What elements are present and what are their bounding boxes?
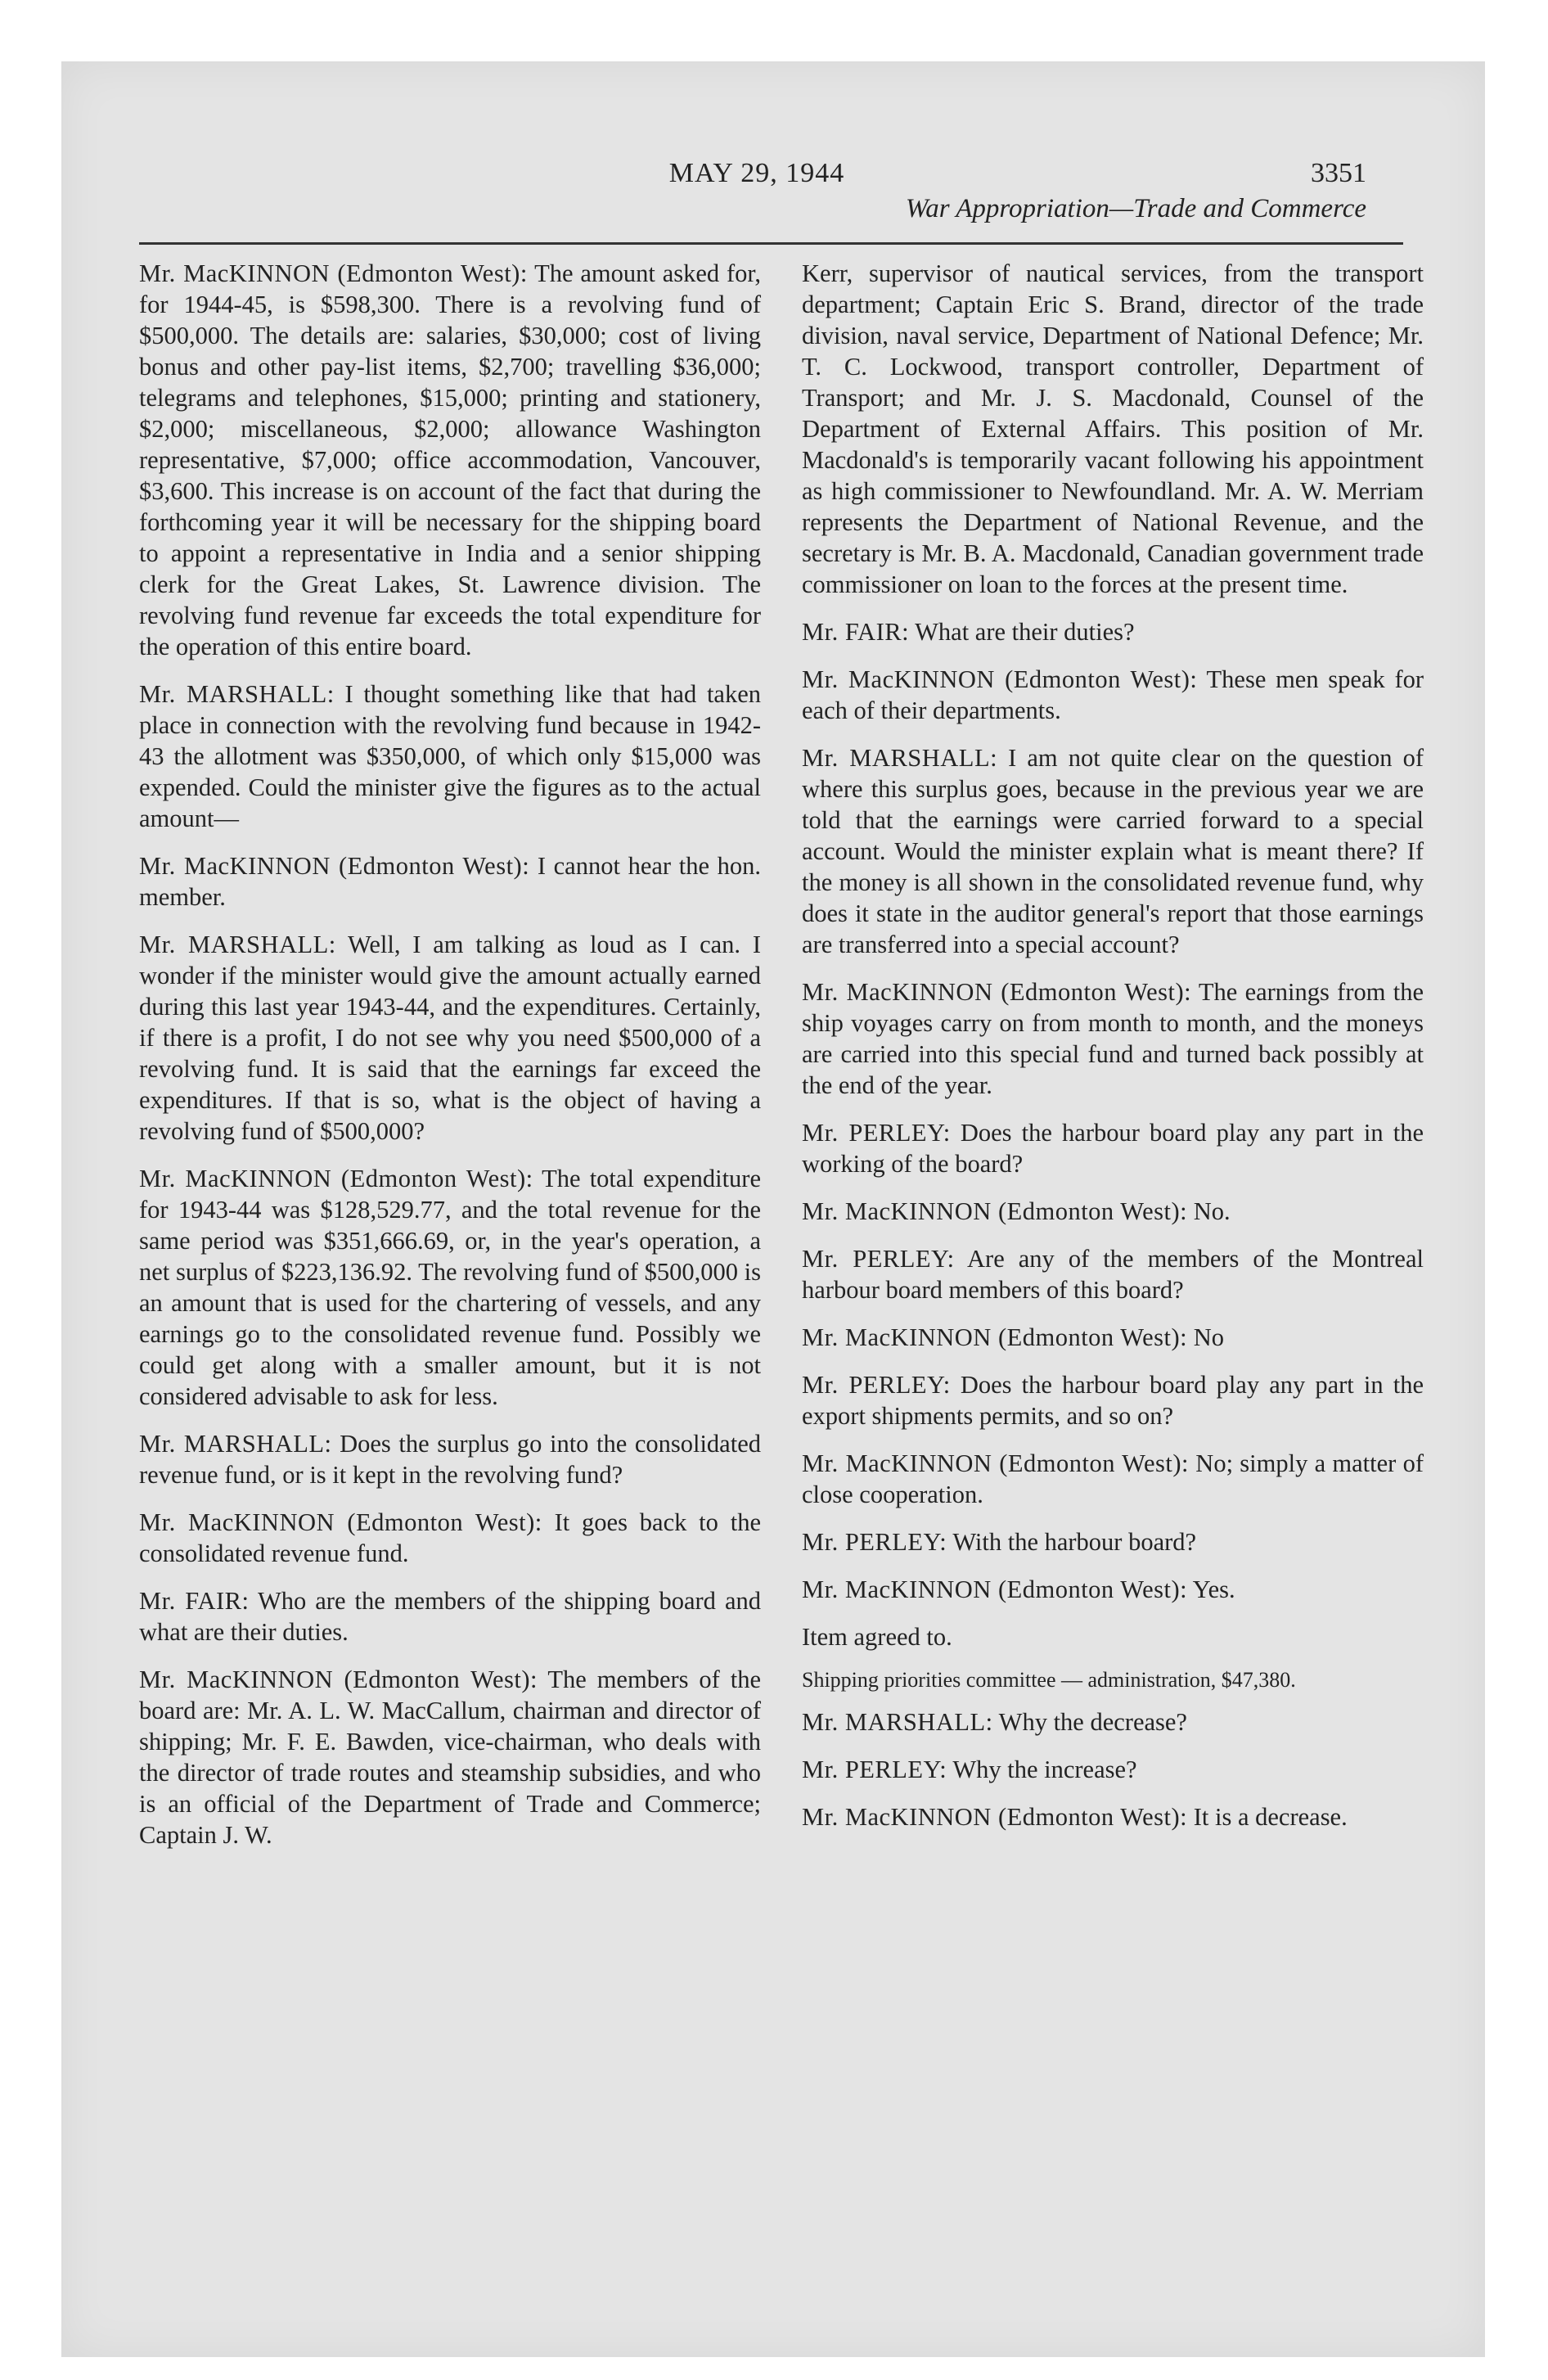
speaker-name: Mr. PERLEY: [802,1119,951,1147]
speech-text: Why the increase? [952,1756,1137,1783]
paragraph [139,1585,761,1648]
paragraph [802,664,1424,726]
speech-text: Why the decrease? [998,1708,1187,1736]
speaker-name: Mr. FAIR: [802,618,910,646]
speech-text: What are their duties? [915,618,1135,646]
speech-text: The total expenditure for 1943-44 was $128,529.77, and the total revenue for the same period was $351,666.69, or, in the year's operation, a net surplus of $223,136.92. The revolving fund of $500,000 is an amount that is used for the chartering of vessels, and any earnings go to the consolidated revenue fund. Possibly we could get along with a smaller amount, but it is not considered advisable to ask for less. [139,1165,761,1410]
left-column [139,258,761,1867]
speaker-name: Mr. MacKINNON (Edmonton West): [802,1575,1188,1603]
paragraph [802,616,1424,647]
speaker-name: Mr. MacKINNON (Edmonton West): [802,1803,1188,1831]
speaker-name: Mr. MacKINNON (Edmonton West): [139,1508,542,1536]
paragraph [139,850,761,913]
speech-text: No. [1193,1197,1231,1225]
speech-text: Well, I am talking as loud as I can. I wonder if the minister would give the amount actually earned during this last year 1943-44, and the expenditures. Certainly, if there is a profit, I do not see why you need $500,000 of a revolving fund. It is said that the earnings far exceed the expenditures. If that is so, what is the object of having a revolving fund of $500,000? [139,931,761,1145]
speaker-name: Mr. MacKINNON (Edmonton West): [139,852,530,880]
speech-text: I cannot hear the hon. member. [139,852,762,911]
paragraph [139,929,761,1147]
speech-text: Kerr, supervisor of nautical services, from the transport department; Captain Eric S. Brand, director of the trade division, naval service, Department of National Defence; Mr. T. C. Lockwood, transport controller, Department of Transport; and Mr. J. S. Macdonald, Counsel of the Department of External Affairs. This position of Mr. Macdonald's is temporarily vacant following his appointment as high commissioner to Newfoundland. Mr. A. W. Merriam represents the Department of National Revenue, and the secretary is Mr. B. A. Macdonald, Canadian government trade commissioner on loan to the forces at the present time. [802,259,1424,598]
paragraph [802,1448,1424,1510]
speaker-name: Mr. FAIR: [139,1587,250,1615]
speaker-name: Mr. MacKINNON (Edmonton West): [139,1666,538,1693]
speaker-name: Mr. MARSHALL: [139,1430,332,1458]
paragraph [802,976,1424,1101]
paragraph [802,1621,1424,1652]
speaker-name: Mr. MARSHALL: [139,680,335,708]
header-rule [139,242,1403,245]
speech-text: Yes. [1192,1575,1235,1603]
page-number: 3351 [1311,158,1366,188]
speaker-name: Mr. MARSHALL: [802,744,998,772]
right-column [802,258,1424,1849]
speaker-name: Mr. PERLEY: [802,1528,947,1556]
speech-text: With the harbour board? [952,1528,1197,1556]
paragraph [139,1507,761,1569]
paragraph [139,1428,761,1490]
speech-text: Who are the members of the shipping board and what are their duties. [139,1587,761,1646]
speech-text: I thought something like that had taken place in connection with the revolving fund because in 1942-43 the allotment was $350,000, of which only $15,000 was expended. Could the minister give the figures as to the actual amount— [139,680,761,832]
paragraph [802,1706,1424,1738]
speaker-name: Mr. MacKINNON (Edmonton West): [139,1165,533,1192]
paragraph [802,1196,1424,1227]
speech-text: These men speak for each of their departments. [802,665,1424,724]
paragraph [802,1574,1424,1605]
page-header [139,151,1375,241]
running-title: War Appropriation—Trade and Commerce [905,194,1366,223]
paragraph [139,1664,761,1850]
speech-text: The amount asked for, for 1944-45, is $598,300. There is a revolving fund of $500,000. The details are: salaries, $30,000; cost of living bonus and other pay-list items, $2,700; travelling $36,000; telegrams and telephones, $15,000; printing and stationery, $2,000; miscellaneous, $2,000; allowance Washington representative, $7,000; office accommodation, Vancouver, $3,600. This increase is on account of the fact that during the forthcoming year it will be necessary for the shipping board to appoint a representative in India and a senior shipping clerk for the Great Lakes, St. Lawrence division. The revolving fund revenue far exceeds the total expenditure for the operation of this entire board. [139,259,761,660]
paragraph [139,258,761,662]
paragraph [802,1669,1424,1692]
speech-text: Item agreed to. [802,1623,952,1651]
speech-text: I am not quite clear on the question of where this surplus goes, because in the previous year we are told that the earnings were carried forward to a special account. Would the minister explain what is meant there? If the money is all shown in the consolidated revenue fund, why does it state in the auditor general's report that those earnings are transferred into a special account? [802,744,1424,958]
speaker-name: Mr. MacKINNON (Edmonton West): [802,665,1198,693]
header-date: MAY 29, 1944 [668,158,845,188]
speech-text: Does the surplus go into the consolidated revenue fund, or is it kept in the revolving fund? [139,1430,761,1489]
speaker-name: Mr. MacKINNON (Edmonton West): [802,1323,1188,1351]
paragraph [802,258,1424,600]
paragraph [802,1243,1424,1305]
speech-text: It is a decrease. [1193,1803,1348,1831]
paragraph [802,1117,1424,1179]
speaker-name: Mr. MARSHALL: [802,1708,993,1736]
speech-text: Shipping priorities committee — administration, $47,380. [802,1668,1296,1692]
speech-text: No [1193,1323,1225,1351]
paragraph [802,1369,1424,1431]
speaker-name: Mr. PERLEY: [802,1371,951,1399]
speech-text: It goes back to the consolidated revenue fund. [139,1508,761,1567]
speaker-name: Mr. PERLEY: [802,1245,955,1273]
paragraph [802,742,1424,960]
speaker-name: Mr. MacKINNON (Edmonton West): [802,1449,1190,1477]
paragraph [802,1801,1424,1832]
paragraph [139,1163,761,1412]
speech-text: Does the harbour board play any part in the export shipments permits, and so on? [802,1371,1424,1430]
speaker-name: Mr. MacKINNON (Edmonton West): [139,259,528,287]
speaker-name: Mr. MacKINNON (Edmonton West): [802,1197,1188,1225]
speech-text: Are any of the members of the Montreal harbour board members of this board? [802,1245,1424,1304]
speaker-name: Mr. MacKINNON (Edmonton West): [802,978,1192,1006]
speech-text: No; simply a matter of close cooperation. [802,1449,1424,1508]
paragraph [802,1754,1424,1785]
speaker-name: Mr. MARSHALL: [139,931,336,958]
speech-text: Does the harbour board play any part in the working of the board? [802,1119,1424,1178]
speech-text: The members of the board are: Mr. A. L. W. MacCallum, chairman and director of shipping; Mr. F. E. Bawden, vice-chairman, who deals with the director of trade routes and steamship subsidies, and who is an official of the Department of Trade and Commerce; Captain J. W. [139,1666,762,1849]
paragraph [802,1526,1424,1557]
speech-text: The earnings from the ship voyages carry on from month to month, and the moneys are carried into this special fund and turned back possibly at the end of the year. [802,978,1424,1099]
paragraph [802,1322,1424,1353]
speaker-name: Mr. PERLEY: [802,1756,947,1783]
paragraph [139,678,761,834]
